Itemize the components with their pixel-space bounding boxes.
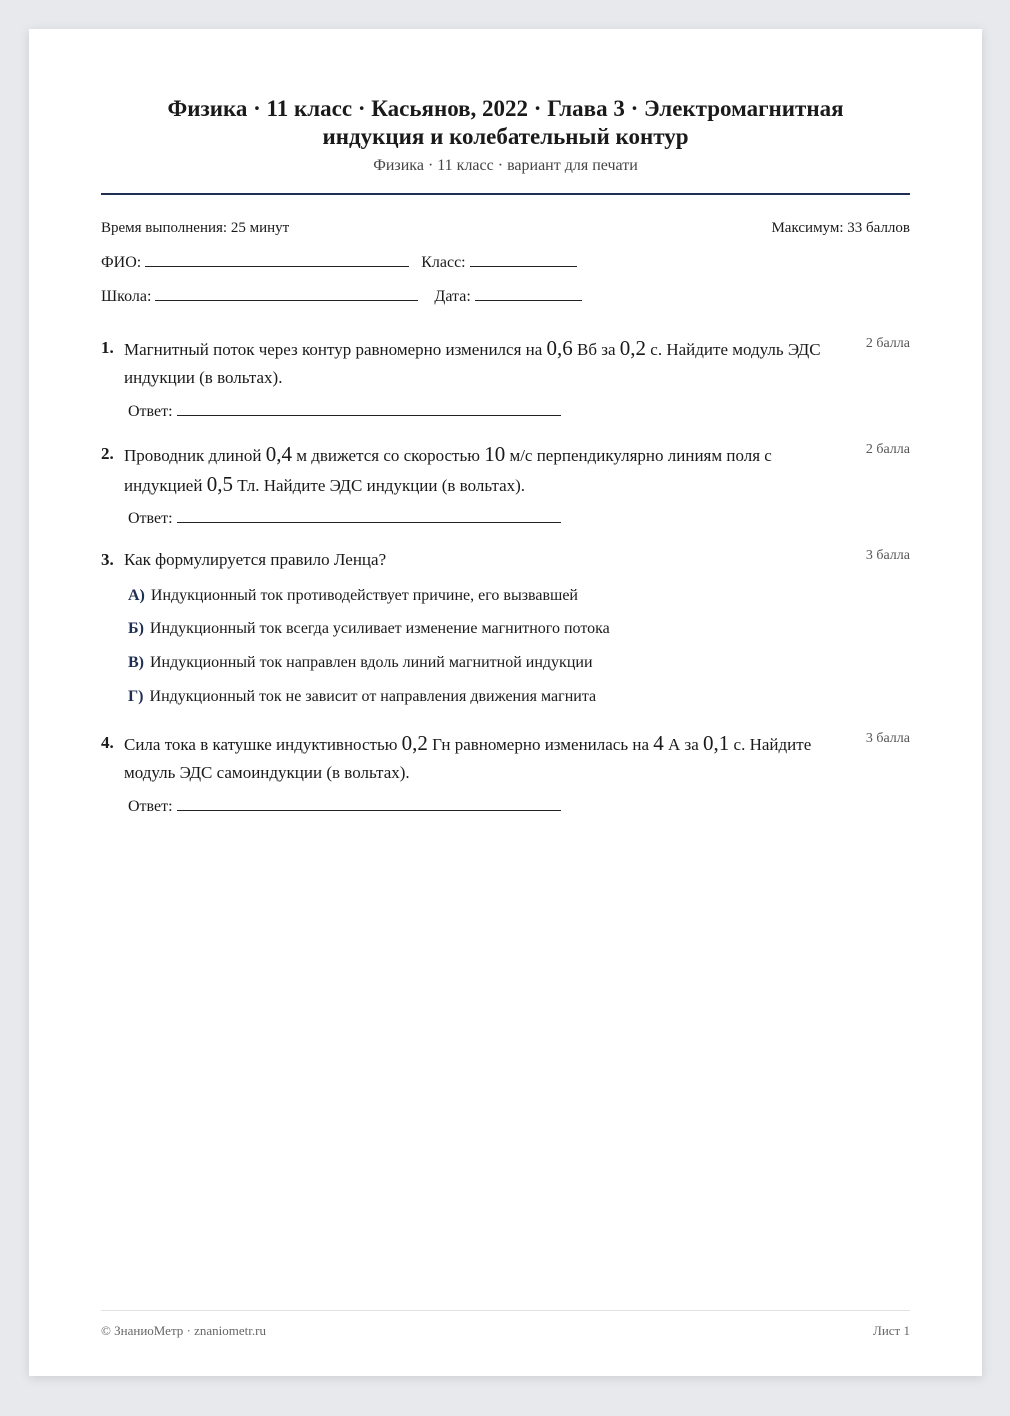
question-text: Как формулируется правило Ленца? <box>124 550 387 569</box>
answer-label: Ответ: <box>128 510 173 527</box>
page-subtitle: Физика · 11 класс · вариант для печати <box>373 157 638 174</box>
class-field[interactable] <box>470 252 577 267</box>
question-text: Проводник длиной 0,4 м движется со скоростью 10 м/с перпендикулярно линиям поля с индукцией 0,5 Тл. Найдите ЭДС индукции (в вольтах). <box>124 442 772 496</box>
question-2 <box>101 440 910 500</box>
footer <box>101 1323 910 1339</box>
time-limit: Время выполнения: 25 минут <box>101 220 290 236</box>
worksheet-page <box>29 29 982 1376</box>
header-divider <box>101 193 910 195</box>
answer-label: Ответ: <box>128 403 173 420</box>
question-points: 2 балла <box>865 336 910 351</box>
date-label: Дата: <box>434 288 471 305</box>
option-text: Индукционный ток всегда усиливает изменение магнитного потока <box>149 620 610 637</box>
question-4 <box>101 729 910 787</box>
question-number: 2. <box>101 444 114 463</box>
page-title: Физика · 11 класс · Касьянов, 2022 · Глава 3 · Электромагнитная индукция и колебательный контур <box>167 96 844 149</box>
fio-label: ФИО: <box>101 254 142 271</box>
answer-field[interactable] <box>177 796 561 811</box>
question-number: 1. <box>101 338 114 357</box>
option-d[interactable] <box>128 688 596 706</box>
option-a[interactable] <box>128 587 578 605</box>
date-field[interactable] <box>475 286 582 301</box>
class-label: Класс: <box>421 254 466 271</box>
page-number: Лист 1 <box>873 1323 910 1338</box>
footer-copyright: © ЗнаниоМетр · znaniometr.ru <box>101 1323 266 1338</box>
question-3 <box>101 546 910 574</box>
option-text: Индукционный ток направлен вдоль линий магнитной индукции <box>150 654 593 671</box>
option-letter: В) <box>128 654 144 671</box>
question-points: 2 балла <box>865 442 910 457</box>
question-number: 3. <box>101 550 114 569</box>
option-b[interactable] <box>128 620 610 638</box>
question-1 <box>101 334 910 392</box>
school-field[interactable] <box>155 286 418 301</box>
option-letter: А) <box>128 587 145 604</box>
answer-field[interactable] <box>177 401 561 416</box>
question-text: Сила тока в катушке индуктивностью 0,2 Гн равномерно изменилась на 4 А за 0,1 с. Найдите модуль ЭДС самоиндукции (в вольтах). <box>124 731 812 782</box>
option-text: Индукционный ток противодействует причине, его вызвавшей <box>150 587 578 604</box>
fio-row <box>101 252 585 272</box>
answer-row-4 <box>128 796 561 816</box>
answer-row-2 <box>128 508 561 528</box>
footer-divider <box>101 1310 910 1311</box>
answer-label: Ответ: <box>128 798 173 815</box>
meta-row <box>101 220 910 237</box>
option-c[interactable] <box>128 654 593 672</box>
option-text: Индукционный ток не зависит от направления движения магнита <box>149 688 597 705</box>
question-points: 3 балла <box>865 548 910 563</box>
fio-field[interactable] <box>145 252 409 267</box>
answer-row-1 <box>128 401 561 421</box>
school-row <box>101 286 590 306</box>
school-label: Школа: <box>101 288 152 305</box>
max-score: Максимум: 33 баллов <box>771 220 910 236</box>
question-points: 3 балла <box>865 731 910 746</box>
answer-field[interactable] <box>177 508 561 523</box>
question-text: Магнитный поток через контур равномерно изменился на 0,6 Вб за 0,2 с. Найдите модуль ЭДС индукции (в вольтах). <box>124 336 821 387</box>
question-number: 4. <box>101 733 114 752</box>
option-letter: Б) <box>128 620 144 637</box>
option-letter: Г) <box>128 688 144 705</box>
